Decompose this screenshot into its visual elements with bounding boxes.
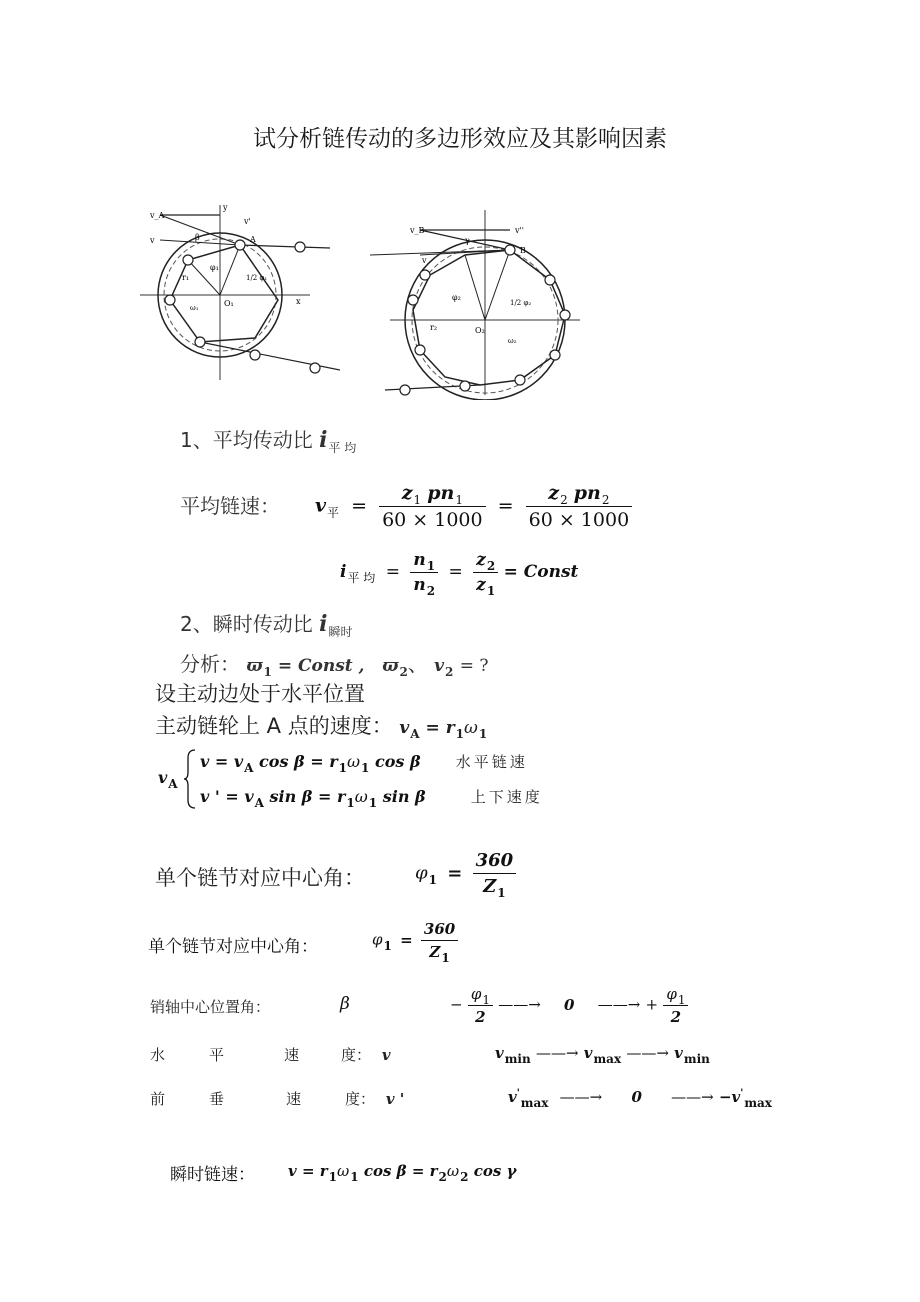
svg-text:O₂: O₂ <box>475 326 485 335</box>
svg-text:φ₂: φ₂ <box>452 293 461 302</box>
vspeed-range: $v'_{max}$ ——→ 0 ——→ $-v'_{max}$ <box>508 1088 772 1110</box>
avg-ratio-formula: $i_{平 均}$ = $\frac{n_1}{n_2}$ = $\frac{z_2}{z_1}$ = Const <box>340 550 579 598</box>
svg-text:O₁: O₁ <box>224 299 234 308</box>
vspeed-label: 前 垂 速 度： v ' <box>150 1090 405 1108</box>
pin-angle-symbol: β <box>340 994 350 1014</box>
pin-angle-label: 销轴中心位置角： <box>150 998 271 1016</box>
center-angle-small-label: 单个链节对应中心角： <box>148 937 318 957</box>
svg-text:ω₂: ω₂ <box>508 337 517 345</box>
pin-angle-range: − $\frac{\varphi_1}{2}$ ——→ 0 ——→ + $\frac{\varphi_1}{2}$ <box>450 985 688 1026</box>
va-line: 主动链轮上 A 点的速度： $v_A = r_1\omega_1$ <box>155 714 488 741</box>
svg-text:1/2 φ₂: 1/2 φ₂ <box>510 299 532 307</box>
section-1-heading: 1、平均传动比 $i_{平 均}$ <box>180 427 357 455</box>
page-title: 试分析链传动的多边形效应及其影响因素 <box>253 126 667 152</box>
sprocket-diagram-1 <box>140 200 340 385</box>
center-angle-small-formula: $\varphi_1$ = $\frac{360}{Z_1}$ <box>372 920 458 961</box>
center-angle-big-label: 单个链节对应中心角： <box>155 866 365 890</box>
hspeed-label: 水 平 速 度： v <box>150 1046 391 1064</box>
svg-text:y: y <box>223 203 228 212</box>
svg-text:ω₁: ω₁ <box>190 304 199 312</box>
system-lhs: $v_A$ <box>158 768 178 791</box>
hspeed-range: $v_{min}$ ——→ $v_{max}$ ——→ $v_{min}$ <box>495 1044 710 1066</box>
center-angle-big-formula: $\varphi_1$ = $\frac{360}{Z_1}$ <box>415 850 516 897</box>
svg-text:φ₁: φ₁ <box>210 263 219 272</box>
svg-text:x: x <box>296 297 301 306</box>
brace <box>183 748 197 810</box>
svg-text:β: β <box>195 233 200 242</box>
analysis-line: 分析： $ϖ_1$ = Const , $ϖ_2$、 $v_2$ = ? <box>180 652 489 679</box>
inst-speed-formula: $v = r_1\omega_1$ $\cos \beta = r_2\omega_2$ cos γ <box>288 1162 517 1184</box>
avg-speed-formula: $v_平$ = $\frac{z_1 pn_1}{60 \times 1000}$ = $\frac{z_2 pn_2}{60 \times 1000}$ <box>315 482 632 531</box>
sprocket-diagram-2 <box>370 205 585 400</box>
section-2-heading: 2、瞬时传动比 $i_{瞬时}$ <box>180 611 353 639</box>
svg-text:v': v' <box>244 217 251 226</box>
svg-text:v'': v'' <box>515 226 524 235</box>
svg-text:A: A <box>250 235 256 244</box>
svg-text:r₁: r₁ <box>182 273 190 282</box>
set-horizontal-line: 设主动边处于水平位置 <box>155 682 365 706</box>
svg-text:B: B <box>520 246 526 255</box>
svg-text:v: v <box>422 256 427 265</box>
svg-text:γ: γ <box>465 236 470 245</box>
svg-text:v_B: v_B <box>410 226 425 235</box>
svg-text:v: v <box>150 236 155 245</box>
system-row-1: $v = v_A$ $\cos \beta = r_1\omega_1$ cos β 水平链速 <box>200 752 528 775</box>
svg-text:1/2 φ₁: 1/2 φ₁ <box>246 274 268 282</box>
fig1-vA: v_A <box>150 211 165 220</box>
inst-speed-label: 瞬时链速： <box>170 1165 255 1185</box>
svg-text:r₂: r₂ <box>430 323 438 332</box>
system-row-2: v ' = $v_A$ $\sin \beta = r_1\omega_1$ sin β 上下速度 <box>200 787 543 810</box>
avg-speed-label: 平均链速： <box>180 494 280 518</box>
